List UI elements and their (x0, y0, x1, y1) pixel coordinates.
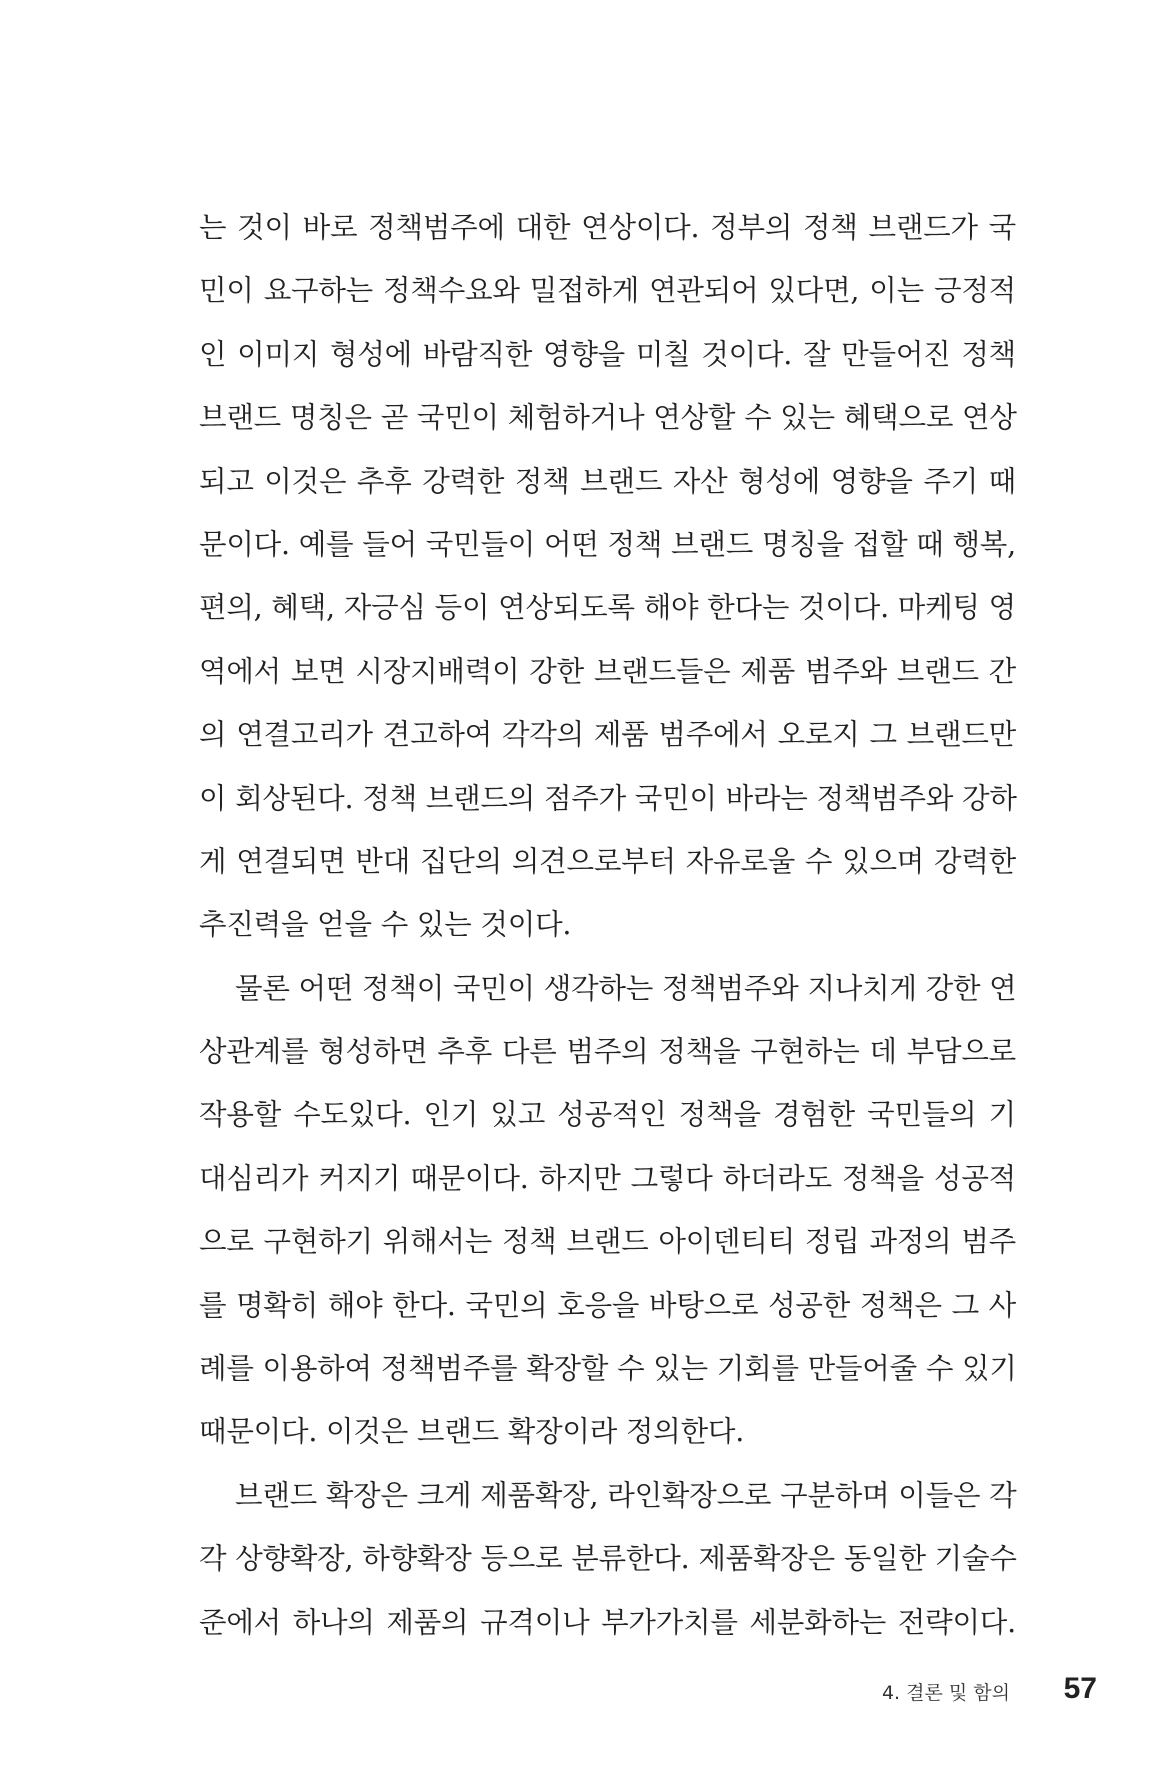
body-text (199, 196, 1016, 1654)
text-line: 대심리가 커지기 때문이다. 하지만 그렇다 하더라도 정책을 성공적 (199, 1161, 1016, 1195)
text-line: 민이 요구하는 정책수요와 밀접하게 연관되어 있다면, 이는 긍정적 (199, 274, 1016, 308)
text-line: 준에서 하나의 제품의 규격이나 부가가치를 세분화하는 전략이다. (199, 1605, 1016, 1639)
text-line: 때문이다. 이것은 브랜드 확장이라 정의한다. (199, 1415, 745, 1449)
text-line: 되고 이것은 추후 강력한 정책 브랜드 자산 형성에 영향을 주기 때 (199, 464, 1016, 498)
text-line: 의 연결고리가 견고하여 각각의 제품 범주에서 오로지 그 브랜드만 (199, 718, 1016, 752)
text-line: 추진력을 얻을 수 있는 것이다. (199, 908, 572, 942)
text-line: 는 것이 바로 정책범주에 대한 연상이다. 정부의 정책 브랜드가 국 (199, 211, 1016, 244)
text-line: 작용할 수도있다. 인기 있고 성공적인 정책을 경험한 국민들의 기 (199, 1098, 1016, 1132)
text-line: 브랜드 확장은 크게 제품확장, 라인확장으로 구분하며 이들은 각 (235, 1478, 1017, 1512)
text-line: 편의, 혜택, 자긍심 등이 연상되도록 해야 한다는 것이다. 마케팅 영 (199, 591, 1016, 625)
text-line: 문이다. 예를 들어 국민들이 어떤 정책 브랜드 명칭을 접할 때 행복, (199, 527, 1016, 561)
text-line: 례를 이용하여 정책범주를 확장할 수 있는 기회를 만들어줄 수 있기 (199, 1352, 1017, 1386)
text-line: 물론 어떤 정책이 국민이 생각하는 정책범주와 지나치게 강한 연 (235, 971, 1017, 1005)
text-line: 게 연결되면 반대 집단의 의견으로부터 자유로울 수 있으며 강력한 (199, 844, 1016, 878)
text-line: 이 회상된다. 정책 브랜드의 점주가 국민이 바라는 정책범주와 강하 (199, 781, 1017, 815)
text-line: 상관계를 형성하면 추후 다른 범주의 정책을 구현하는 데 부담으로 (199, 1035, 1016, 1069)
text-line: 역에서 보면 시장지배력이 강한 브랜드들은 제품 범주와 브랜드 간 (199, 654, 1016, 688)
text-line: 를 명확히 해야 한다. 국민의 호응을 바탕으로 성공한 정책은 그 사 (199, 1288, 1016, 1322)
text-line: 인 이미지 형성에 바람직한 영향을 미칠 것이다. 잘 만들어진 정책 (199, 337, 1016, 371)
text-line: 브랜드 명칭은 곧 국민이 체험하거나 연상할 수 있는 혜택으로 연상 (199, 401, 1017, 435)
text-line: 으로 구현하기 위해서는 정책 브랜드 아이덴티티 정립 과정의 범주 (199, 1225, 1016, 1259)
text-line: 각 상향확장, 하향확장 등으로 분류한다. 제품확장은 동일한 기술수 (199, 1542, 1017, 1576)
footer-section-title: 4. 결론 및 함의 (881, 1682, 1010, 1704)
page-number: 57 (1063, 1672, 1097, 1705)
